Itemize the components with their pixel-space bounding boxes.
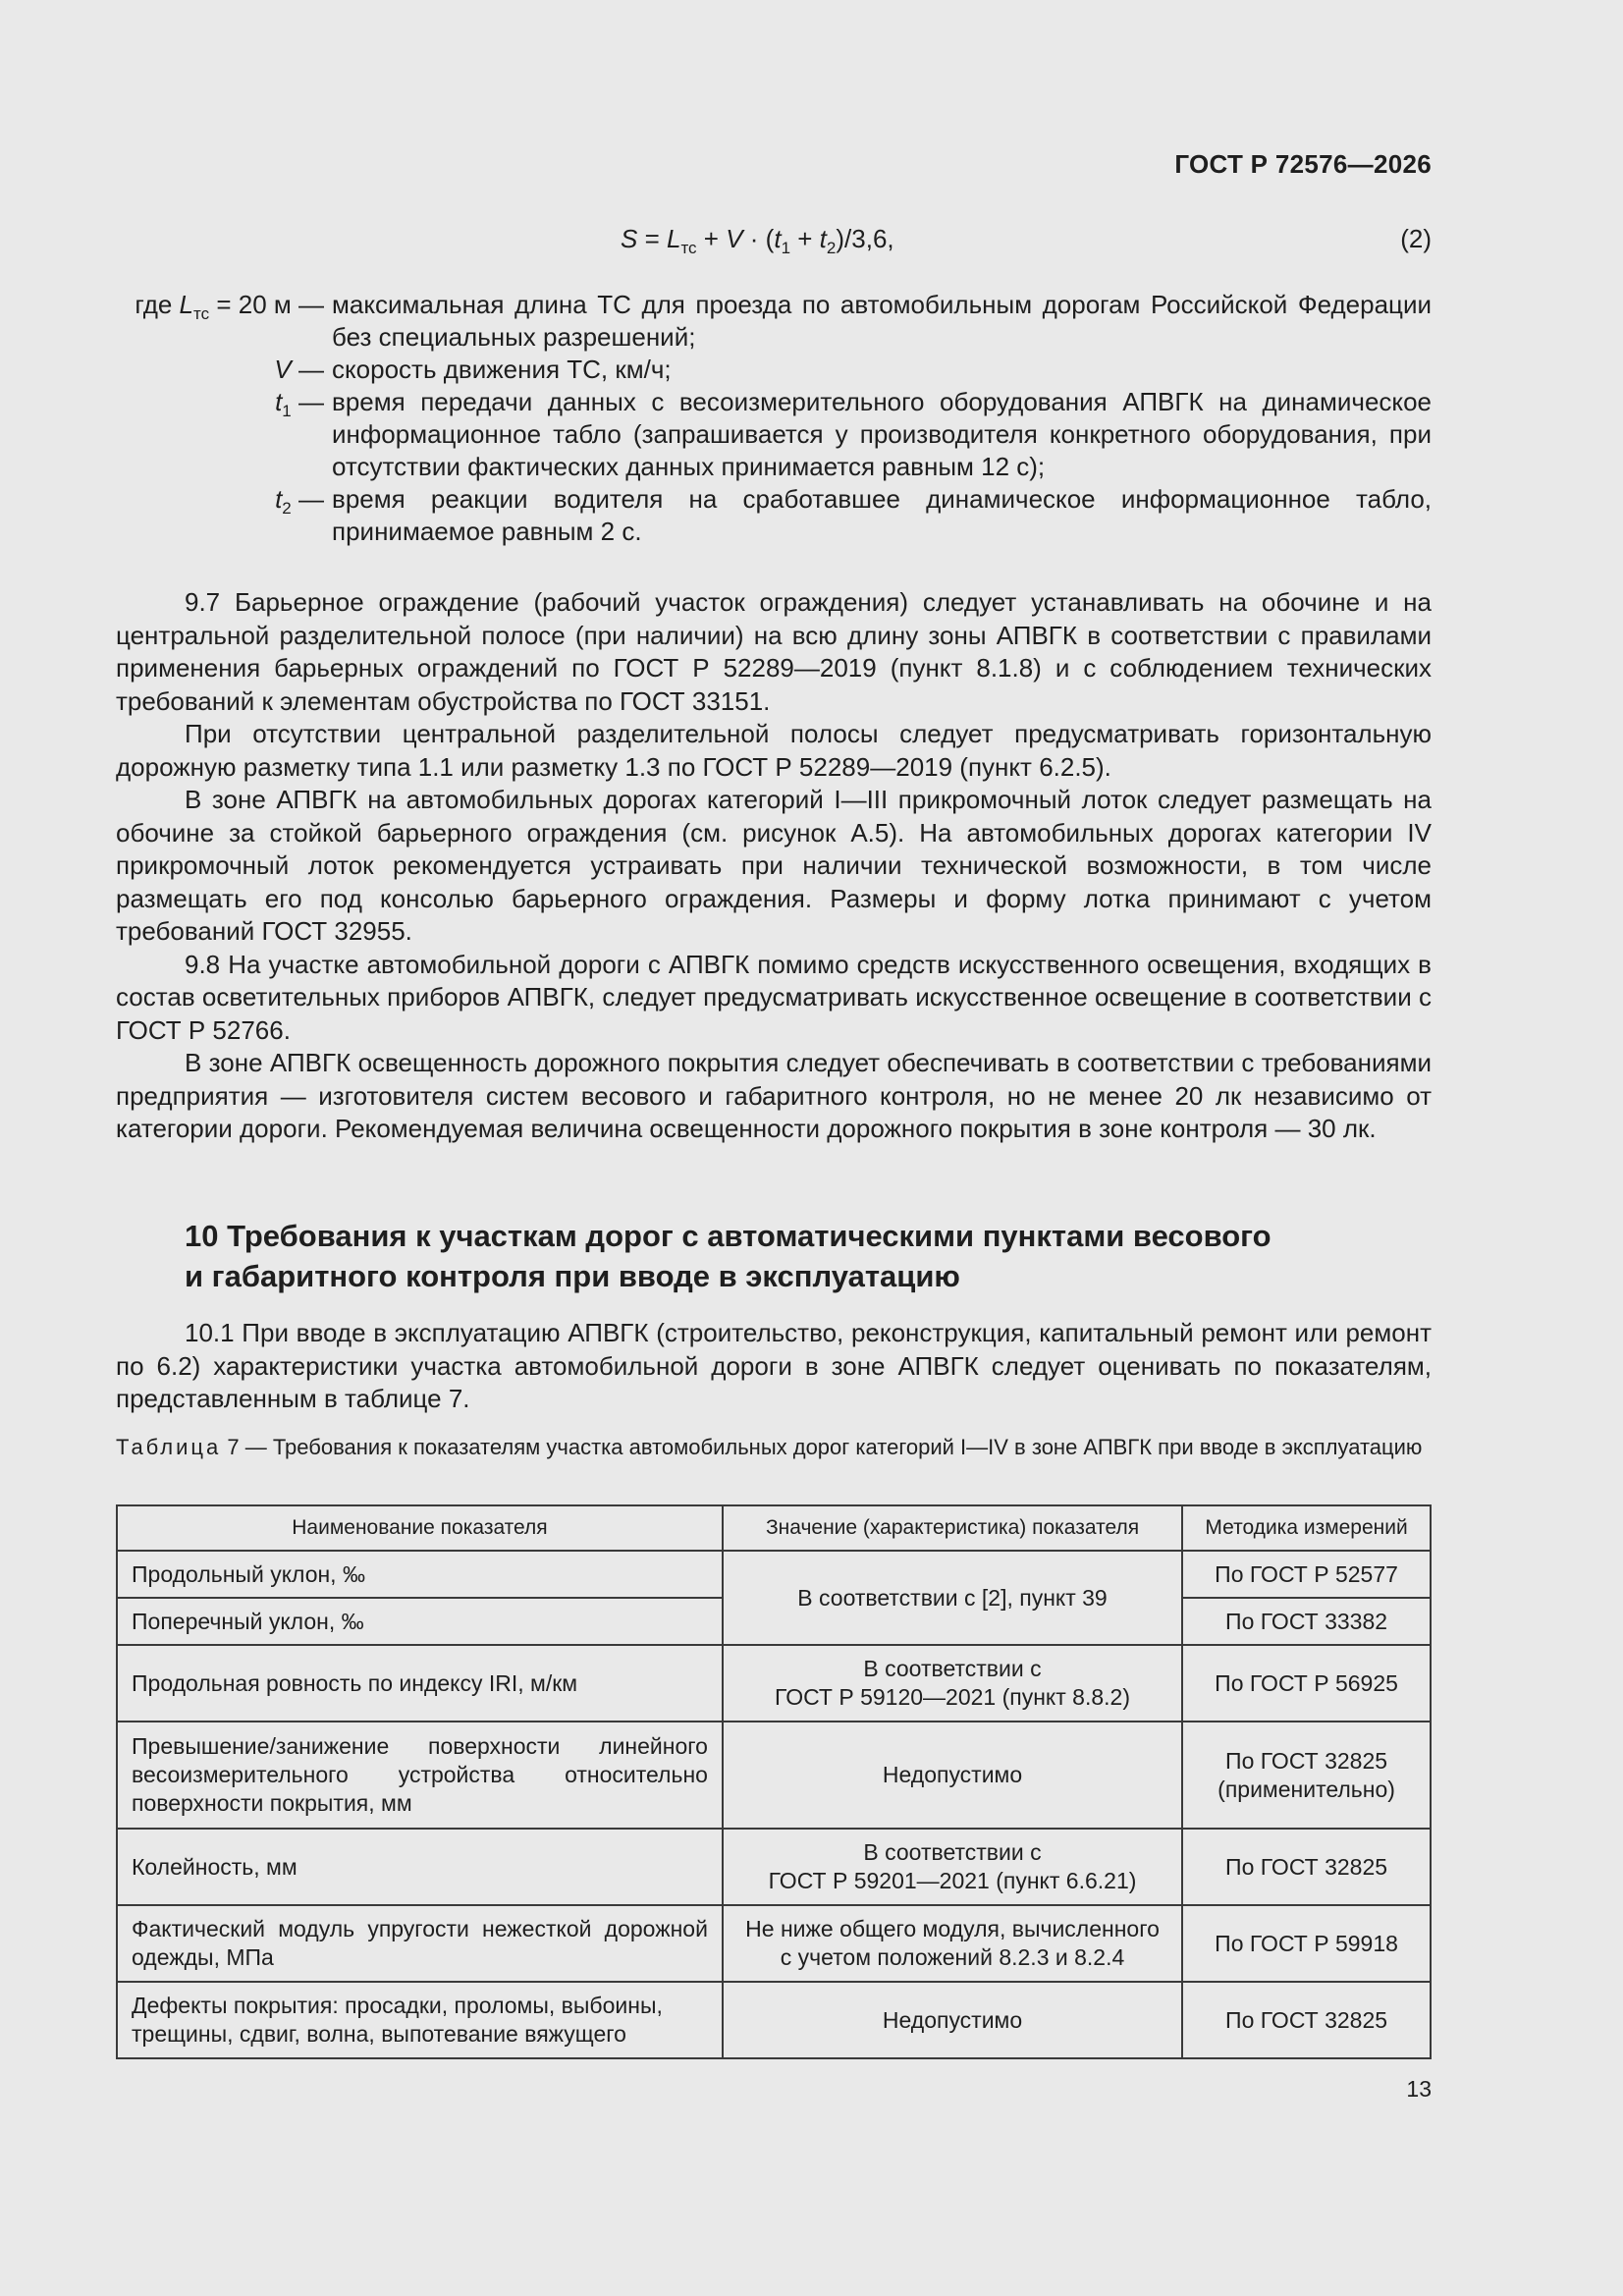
formula-expression: $S = L_{тс} + V \cdot (t_1 + t_2)/3,6$, (621, 224, 894, 257)
table-header-cell: Значение (характеристика) показателя (723, 1505, 1182, 1551)
definition-row (116, 483, 1432, 548)
table-row (117, 1551, 1431, 1598)
table-header-cell: Наименование показателя (117, 1505, 723, 1551)
table-cell: Продольная ровность по индексу IRI, м/км (117, 1645, 723, 1722)
table-cell: Недопустимо (723, 1722, 1182, 1829)
definition-row (116, 354, 1432, 386)
table-cell: Фактический модуль упругости нежесткой дорожной одежды, МПа (117, 1905, 723, 1982)
table-row (117, 1645, 1431, 1722)
table-cell: В соответствии с ГОСТ Р 59120—2021 (пункт 8.8.2) (723, 1645, 1182, 1722)
definition-text: максимальная длина ТС для проезда по автомобильным дорогам Российской Федерации без специальных разрешений; (332, 290, 1432, 352)
section-10-heading: 10 Требования к участкам дорог с автоматическими пунктами весового и габаритного контроля при вводе в эксплуатацию (185, 1219, 1271, 1293)
table-cell: Не ниже общего модуля, вычисленного с учетом положений 8.2.3 и 8.2.4 (723, 1905, 1182, 1982)
document-id: ГОСТ Р 72576—2026 (1174, 149, 1432, 179)
definition-text: скорость движения ТС, км/ч; (332, 355, 672, 384)
table-cell: Дефекты покрытия: просадки, проломы, выбоины, трещины, сдвиг, волна, выпотевание вяжущего (117, 1982, 723, 2058)
table-row (117, 1829, 1431, 1905)
table-cell: Превышение/занижение поверхности линейного весоизмерительного устройства относительно поверхности покрытия, мм (117, 1722, 723, 1829)
definition-text: время передачи данных с весоизмерительного оборудования АПВГК на динамическое информационное табло (запрашивается у производителя конкретного оборудования, при отсутствии фактических данных принимается равным 12 с); (332, 387, 1432, 481)
paragraph: В зоне АПВГК освещенность дорожного покрытия следует обеспечивать в соответствии с требованиями предприятия — изготовителя систем весового и габаритного контроля, но не менее 20 лк независимо от категории дороги. Рекомендуемая величина освещенности дорожного покрытия в зоне контроля — 30 лк. (116, 1048, 1432, 1143)
page-number: 13 (1406, 2076, 1432, 2102)
table-cell: В соответствии с ГОСТ Р 59201—2021 (пункт 6.6.21) (723, 1829, 1182, 1905)
paragraph: При отсутствии центральной разделительной полосы следует предусматривать горизонтальную дорожную разметку типа 1.1 или разметку 1.3 по ГОСТ Р 52289—2019 (пункт 6.2.5). (116, 719, 1432, 782)
definition-symbol: $t_1$ — (275, 387, 324, 420)
table-cell: По ГОСТ Р 52577 (1182, 1551, 1431, 1598)
table-cell: По ГОСТ 32825 (применительно) (1182, 1722, 1431, 1829)
paragraph: 9.7 Барьерное ограждение (рабочий участок ограждения) следует устанавливать на обочине и на центральной разделительной полосе (при наличии) на всю длину зоны АПВГК в соответствии с правилами применения барьерных ограждений по ГОСТ Р 52289—2019 (пункт 8.1.8) и с соблюдением технических требований к элементам обустройства по ГОСТ 33151. (116, 587, 1432, 716)
definition-symbol: V — (274, 355, 324, 384)
formula-number: (2) (1400, 224, 1432, 253)
paragraph: В зоне АПВГК на автомобильных дорогах категорий I—III прикромочный лоток следует размещать на обочине за стойкой барьерного ограждения (см. рисунок А.5). На автомобильных дорогах категории IV прикромочный лоток рекомендуется устраивать при наличии технической возможности, в том числе размещать его под консолью барьерного ограждения. Размеры и форму лотка принимают с учетом требований ГОСТ 32955. (116, 785, 1432, 946)
definition-symbol: $t_2$ — (275, 484, 324, 518)
table-row (117, 1905, 1431, 1982)
table-cell: По ГОСТ Р 59918 (1182, 1905, 1431, 1982)
table-cell: По ГОСТ 33382 (1182, 1598, 1431, 1645)
table-row (117, 1722, 1431, 1829)
table-row (117, 1982, 1431, 2058)
definition-text: время реакции водителя на сработавшее динамическое информационное табло, принимаемое равным 2 с. (332, 484, 1432, 546)
table-cell: Поперечный уклон, ‰ (117, 1598, 723, 1645)
table-cell: Колейность, мм (117, 1829, 723, 1905)
table-cell: В соответствии с [2], пункт 39 (723, 1551, 1182, 1645)
formula-2 (116, 224, 1432, 263)
table-caption: Таблица 7 — Требования к показателям участка автомобильных дорог категорий I—IV в зоне АПВГК при вводе в эксплуатацию (116, 1435, 1423, 1459)
table-cell: По ГОСТ 32825 (1182, 1982, 1431, 2058)
table-cell: По ГОСТ 32825 (1182, 1829, 1431, 1905)
table-cell: Недопустимо (723, 1982, 1182, 2058)
definition-row (116, 289, 1432, 354)
formula-definitions (116, 289, 1432, 548)
table-cell: Продольный уклон, ‰ (117, 1551, 723, 1598)
table-header-cell: Методика измерений (1182, 1505, 1431, 1551)
section-10-paragraphs (116, 1317, 1432, 1416)
paragraph: 9.8 На участке автомобильной дороги с АПВГК помимо средств искусственного освещения, входящих в состав осветительных приборов АПВГК, следует предусматривать искусственное освещение в соответствии с ГОСТ Р 52766. (116, 949, 1432, 1045)
paragraph: 10.1 При вводе в эксплуатацию АПВГК (строительство, реконструкция, капитальный ремонт или ремонт по 6.2) характеристики участка автомобильной дороги в зоне АПВГК следует оценивать по показателям, представленным в таблице 7. (116, 1318, 1432, 1413)
definition-row (116, 386, 1432, 483)
requirements-table (116, 1504, 1432, 2059)
definition-symbol: где $L_{тс} = 20$ м — (135, 290, 324, 323)
section-9-paragraphs (116, 586, 1432, 1146)
table-header-row (117, 1505, 1431, 1551)
table-cell: По ГОСТ Р 56925 (1182, 1645, 1431, 1722)
